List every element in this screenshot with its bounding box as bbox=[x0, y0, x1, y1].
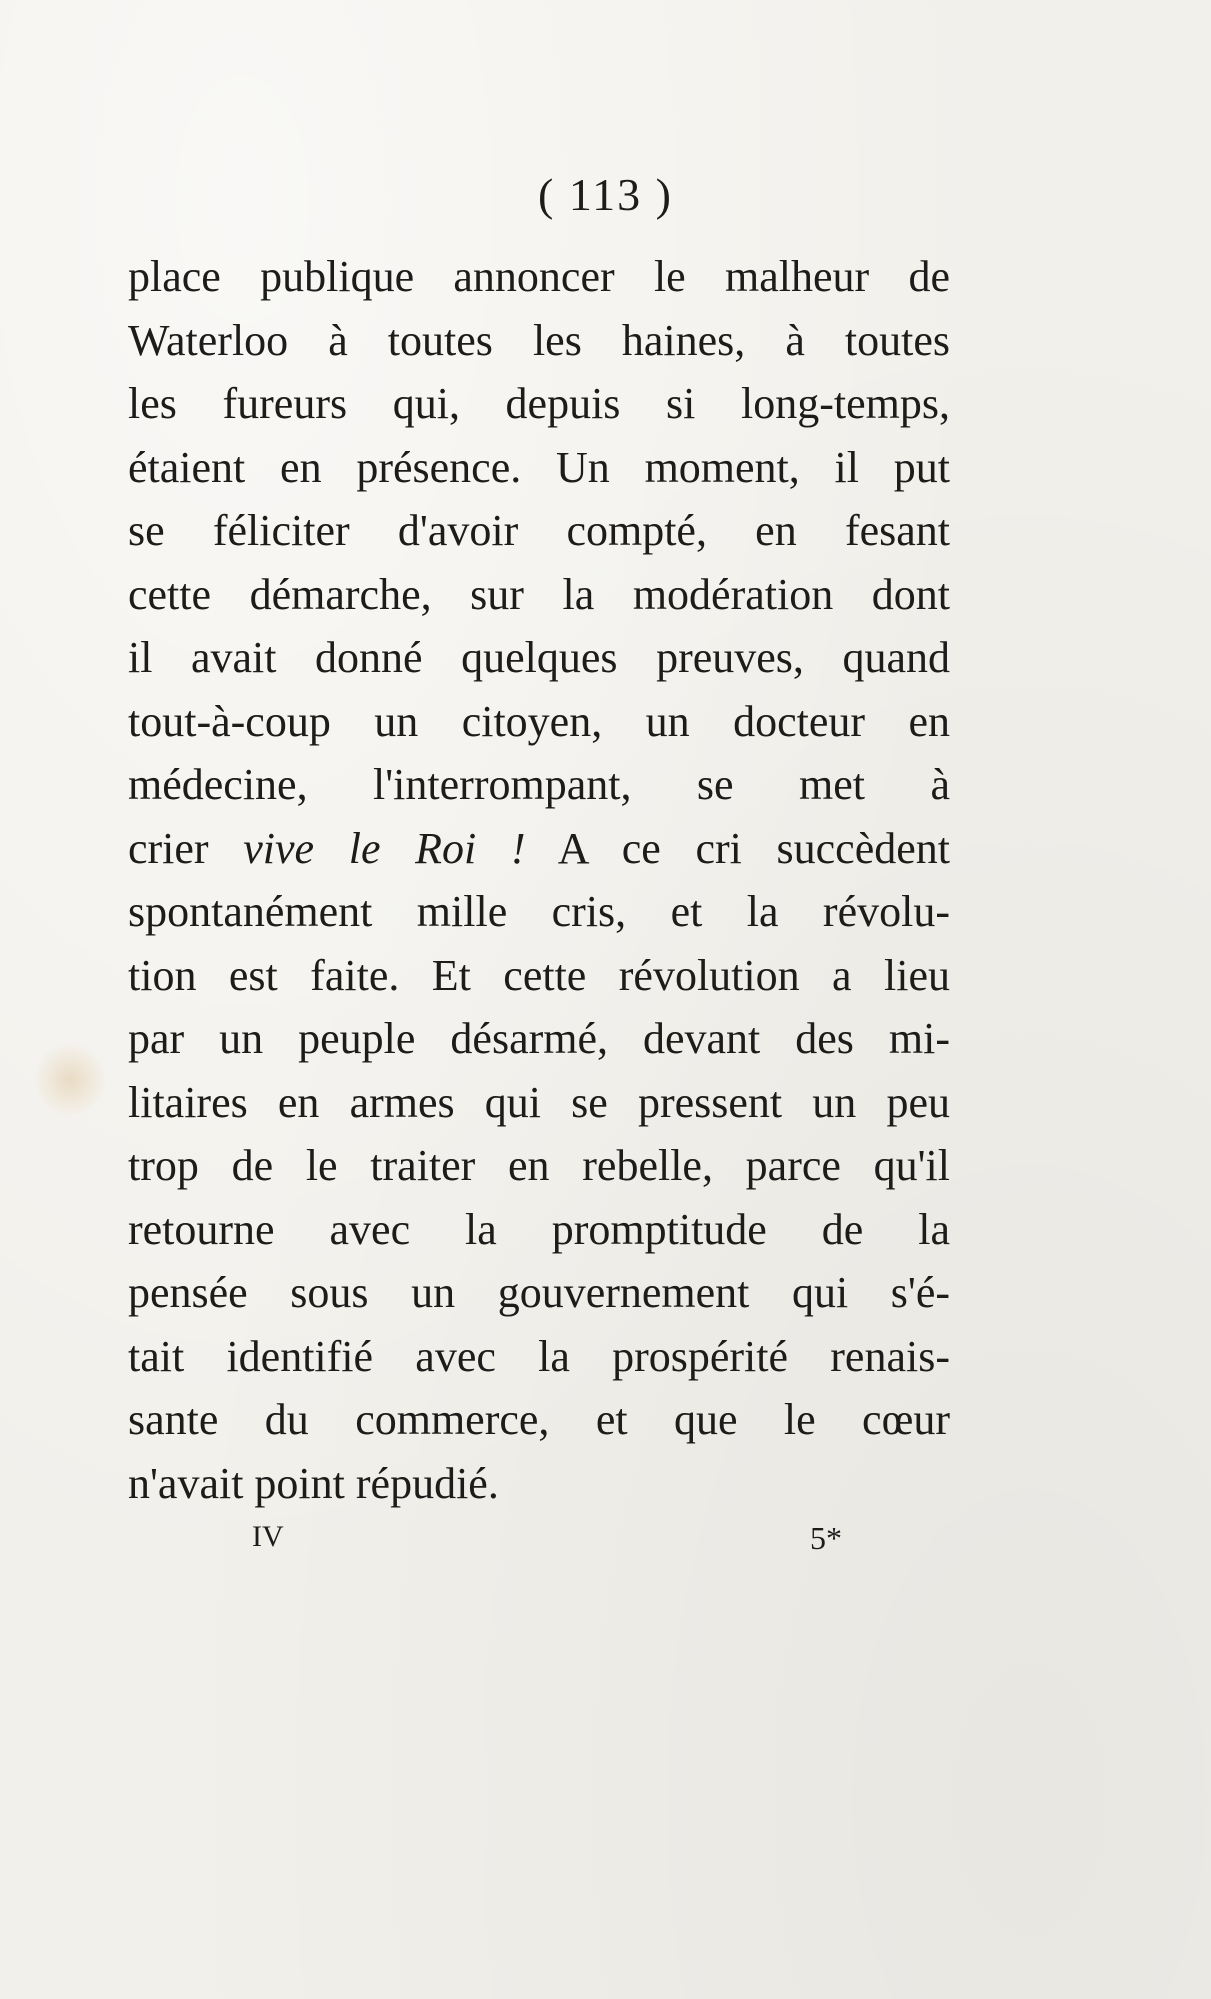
paper-stain bbox=[35, 1040, 105, 1120]
text-line: trop de le traiter en rebelle, parce qu'il bbox=[128, 1141, 950, 1190]
text-line-last: n'avait point répudié. bbox=[128, 1458, 499, 1508]
text-line: tion est faite. Et cette révolution a lieu bbox=[128, 950, 950, 1000]
text-line: tout-à-coup un citoyen, un docteur en bbox=[128, 696, 950, 746]
text-line: cette démarche, sur la modération dont bbox=[128, 569, 950, 619]
text-line: par un peuple désarmé, devant des mi- bbox=[128, 1014, 950, 1063]
text-line: place publique annoncer le malheur de bbox=[128, 252, 950, 301]
text-line: sante du commerce, et que le cœur bbox=[128, 1395, 950, 1444]
text-line-with-italic bbox=[128, 817, 950, 881]
text-line: Waterloo à toutes les haines, à toutes bbox=[128, 315, 950, 365]
text-line: tait identifié avec la prospérité renais- bbox=[128, 1331, 950, 1381]
signature-mark-gathering: 5* bbox=[810, 1520, 842, 1556]
page-number: ( 113 ) bbox=[538, 169, 673, 220]
text-line: litaires en armes qui se pressent un peu bbox=[128, 1077, 950, 1127]
text-line: il avait donné quelques preuves, quand bbox=[128, 633, 950, 682]
text-line: spontanément mille cris, et la révolu- bbox=[128, 887, 950, 936]
text-line: se féliciter d'avoir compté, en fesant bbox=[128, 506, 950, 555]
text-line: médecine, l'interrompant, se met à bbox=[128, 760, 950, 809]
italic-exclamation: vive le Roi ! bbox=[243, 823, 526, 873]
line-end: A ce cri succèdent bbox=[525, 823, 950, 873]
text-line: retourne avec la promptitude de la bbox=[128, 1204, 950, 1254]
body-text bbox=[128, 245, 950, 1515]
text-line: étaient en présence. Un moment, il put bbox=[128, 442, 950, 492]
text-line: pensée sous un gouvernement qui s'é- bbox=[128, 1268, 950, 1317]
text-line: les fureurs qui, depuis si long-temps, bbox=[128, 379, 950, 428]
signature-mark-volume: IV bbox=[252, 1520, 284, 1553]
line-start: crier bbox=[128, 823, 244, 873]
